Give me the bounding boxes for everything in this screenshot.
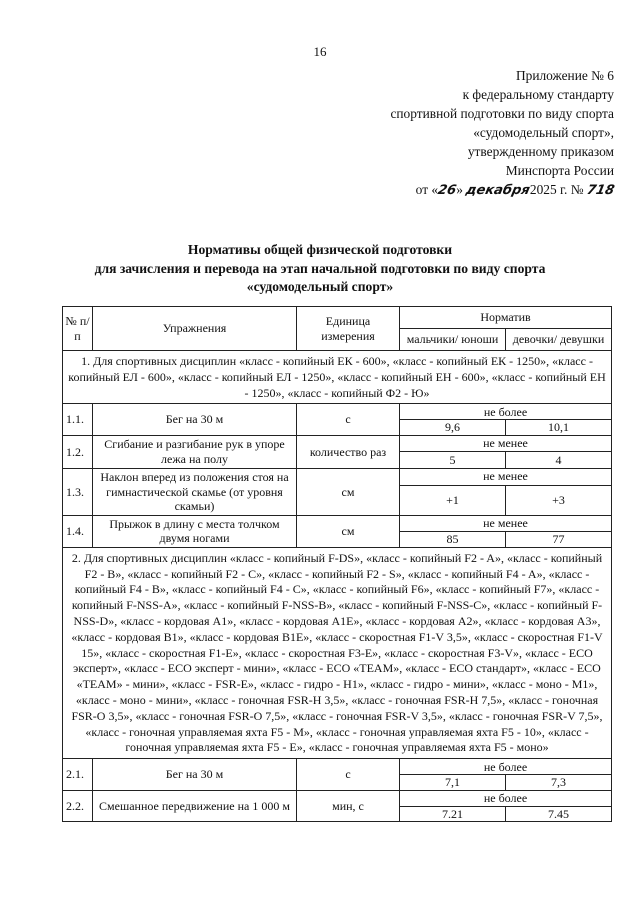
order-line	[344, 180, 614, 200]
value-boys: 7.21	[400, 806, 506, 822]
header-boys: мальчики/ юноши	[400, 329, 506, 351]
header-exercise: Упражнения	[93, 307, 297, 351]
appendix-line: Приложение № 6	[515, 68, 614, 83]
value-girls: 10,1	[506, 420, 612, 436]
table-row	[63, 404, 612, 420]
appendix-line: спортивной подготовки по виду спорта	[390, 106, 614, 121]
row-condition: не менее	[400, 435, 612, 451]
order-day: 26	[436, 183, 458, 198]
header-norm: Норматив	[400, 307, 612, 329]
row-exercise: Бег на 30 м	[93, 759, 297, 791]
value-boys: 7,1	[400, 775, 506, 791]
order-year: 2025 г. №	[529, 182, 584, 197]
row-num: 1.3.	[63, 468, 93, 515]
order-mid: »	[456, 182, 463, 197]
row-exercise: Бег на 30 м	[93, 404, 297, 436]
value-girls: 4	[506, 451, 612, 468]
row-unit: количество раз	[297, 435, 400, 468]
row-condition: не менее	[400, 468, 612, 485]
appendix-line: утвержденному приказом	[467, 144, 614, 159]
value-boys: 9,6	[400, 420, 506, 436]
appendix-line: Минспорта России	[505, 163, 614, 178]
norms-table	[62, 306, 612, 822]
group-1-heading: 1. Для спортивных дисциплин «класс - копийный ЕК - 600», «класс - копийный ЕК - 1250», «класс - копийный ЕЛ - 600», «класс - копийный ЕЛ - 1250», «класс - копийный ЕН - 600», «класс - копийный ЕН - 1250», «класс - копийный Ф2 - Ю»	[63, 351, 612, 404]
order-prefix: от «	[415, 182, 439, 197]
title-line-1: Нормативы общей физической подготовки	[187, 242, 453, 257]
document-title	[0, 241, 640, 297]
row-condition: не более	[400, 759, 612, 775]
row-condition: не более	[400, 790, 612, 806]
row-exercise: Смешанное передвижение на 1 000 м	[93, 790, 297, 822]
group-2-heading: 2. Для спортивных дисциплин «класс - копийный F-DS», «класс - копийный F2 - A», «класс - копийный F2 - B», «класс - копийный F2 - C», «класс - копийный F2 - S», «класс - копийный F4 - A», «класс - копийный F4 - B», «класс - копийный F4 - C», «класс - копийный F6», «класс - копийный F7», «класс - копийный F-NSS-A», «класс - копийный F-NSS-B», «класс - копийный F-NSS-C», «класс - копийный F-NSS-D», «класс - кордовая A1», «класс - кордовая A1E», «класс - кордовая A2», «класс - кордовая A3», «класс - кордовая B1», «класс - кордовая B1E», «класс - скоростная F1-V 3,5», «класс - скоростная F1-V 15», «класс - скоростная F1-E», «класс - скоростная F3-E», «класс - скоростная F3-V», «класс - ECO эксперт», «класс - ECO эксперт - мини», «класс - ECO «TEAM», «класс - ECO стандарт», «класс - ECO «TEAM» - мини», «класс - FSR-E», «класс - гидро - H1», «класс - гидро - мини», «класс - моно - M1», «класс - моно - мини», «класс - гоночная FSR-H 3,5», «класс - гоночная FSR-H 7,5», «класс - гоночная FSR-O 3,5», «класс - гоночная FSR-O 7,5», «класс - гоночная FSR-V 3,5», «класс - гоночная FSR-V 7,5», «класс - гоночная управляемая яхта F5 - M», «класс - гоночная управляемая яхта F5 - 10», «класс - гоночная управляемая яхта F5 - E», «класс - гоночная управляемая яхта F5 - моно»	[63, 547, 612, 758]
value-boys: 85	[400, 531, 506, 547]
row-num: 2.1.	[63, 759, 93, 791]
value-boys: 5	[400, 451, 506, 468]
row-unit: см	[297, 468, 400, 515]
row-unit: с	[297, 759, 400, 791]
page-number: 16	[313, 44, 327, 59]
title-line-3: «судомодельный спорт»	[246, 279, 394, 294]
row-unit: см	[297, 515, 400, 547]
group-row	[63, 351, 612, 404]
row-num: 1.1.	[63, 404, 93, 436]
row-exercise: Прыжок в длину с места толчком двумя ногами	[93, 515, 297, 547]
order-month: декабря	[464, 183, 532, 198]
group-row	[63, 547, 612, 758]
table-row	[63, 759, 612, 775]
value-girls: 7.45	[506, 806, 612, 822]
header-unit: Единица измерения	[297, 307, 400, 351]
row-condition: не менее	[400, 515, 612, 531]
value-girls: +3	[506, 485, 612, 515]
row-exercise: Наклон вперед из положения стоя на гимнастической скамье (от уровня скамьи)	[93, 468, 297, 515]
value-boys: +1	[400, 485, 506, 515]
row-condition: не более	[400, 404, 612, 420]
table-row	[63, 515, 612, 531]
row-unit: мин, с	[297, 790, 400, 822]
table-row	[63, 790, 612, 806]
header-girls: девочки/ девушки	[506, 329, 612, 351]
title-line-2: для зачисления и перевода на этап начальной подготовки по виду спорта	[94, 260, 546, 276]
table-row	[63, 435, 612, 451]
row-num: 2.2.	[63, 790, 93, 822]
header-num: № п/п	[63, 307, 93, 351]
order-number: 718	[585, 183, 616, 198]
appendix-line: «судомодельный спорт»,	[473, 125, 614, 140]
value-girls: 77	[506, 531, 612, 547]
appendix-line: к федеральному стандарту	[462, 87, 614, 102]
header-row	[63, 307, 612, 329]
row-exercise: Сгибание и разгибание рук в упоре лежа на полу	[93, 435, 297, 468]
row-num: 1.4.	[63, 515, 93, 547]
value-girls: 7,3	[506, 775, 612, 791]
row-unit: с	[297, 404, 400, 436]
row-num: 1.2.	[63, 435, 93, 468]
appendix-block	[344, 66, 614, 200]
table-row	[63, 468, 612, 485]
